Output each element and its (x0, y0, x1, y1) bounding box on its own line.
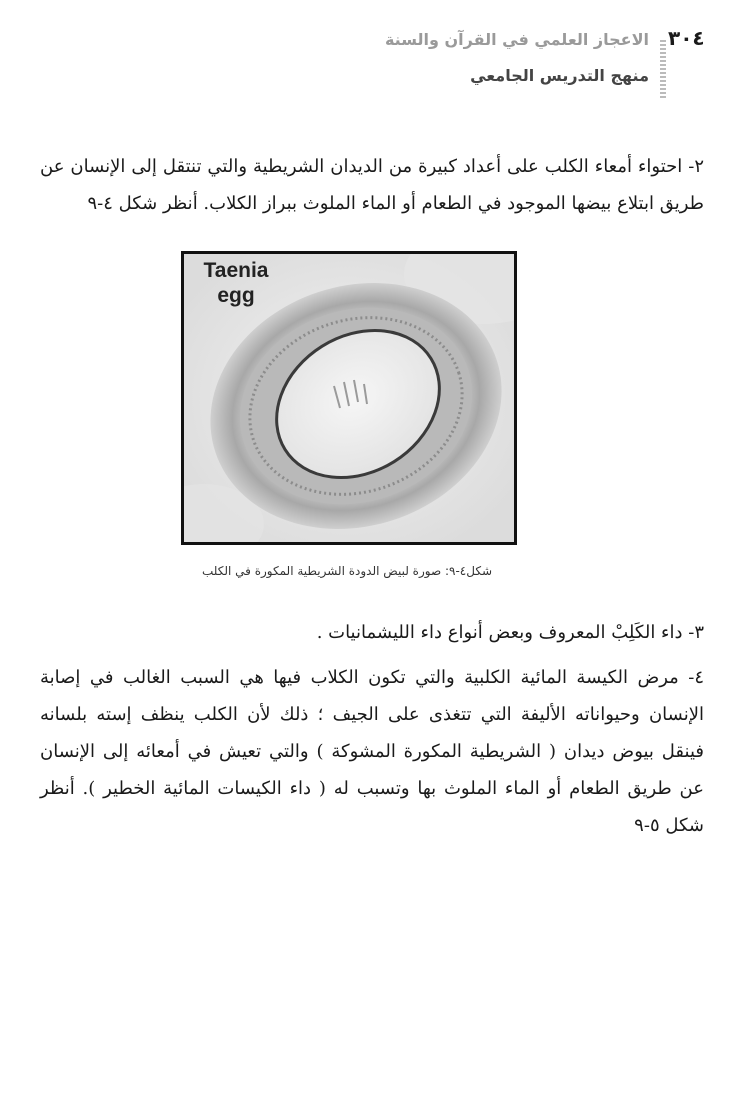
figure-label (196, 258, 276, 308)
taenia-egg-figure (181, 251, 517, 545)
figure-label-line1: Taenia (203, 259, 269, 282)
header-rule (660, 40, 666, 100)
paragraph-3: ٣- داء الكَلِبْ المعروف وبعض أنواع داء الليشمانيات . (316, 622, 704, 643)
page-number: ٣٠٤ (668, 26, 705, 50)
running-subtitle: منهج التدريس الجامعي (470, 66, 649, 85)
running-title: الاعجاز العلمي في القرآن والسنة (384, 30, 649, 49)
figure-label-line2: egg (217, 284, 255, 307)
paragraph-2: ٢- احتواء أمعاء الكلب على أعداد كبيرة من الديدان الشريطية والتي تنتقل إلى الإنسان عن طريق ابتلاع بيضها الموجود في الطعام أو الماء الملوث ببراز الكلاب. أنظر شكل ٤-٩ (40, 156, 704, 214)
paragraph-4: ٤- مرض الكيسة المائية الكلبية والتي تكون الكلاب فيها هي السبب الغالب في إصابة الإنسان وحيواناته الأليفة التي تتغذى على الجيف ؛ ذلك لأن الكلب ينظف إسته بلسانه فينقل بيوض ديدان ( الشريطية المكورة المشوكة ) والتي تعيش في أمعائه إلى الإنسان عن طريق الطعام أو الماء الملوث بها وتسبب له ( داء الكيسات المائية الخطير ). أنظر شكل ٥-٩ (40, 667, 704, 836)
figure-caption: شكل٤-٩: صورة لبيض الدودة الشريطية المكورة في الكلب (201, 564, 493, 578)
